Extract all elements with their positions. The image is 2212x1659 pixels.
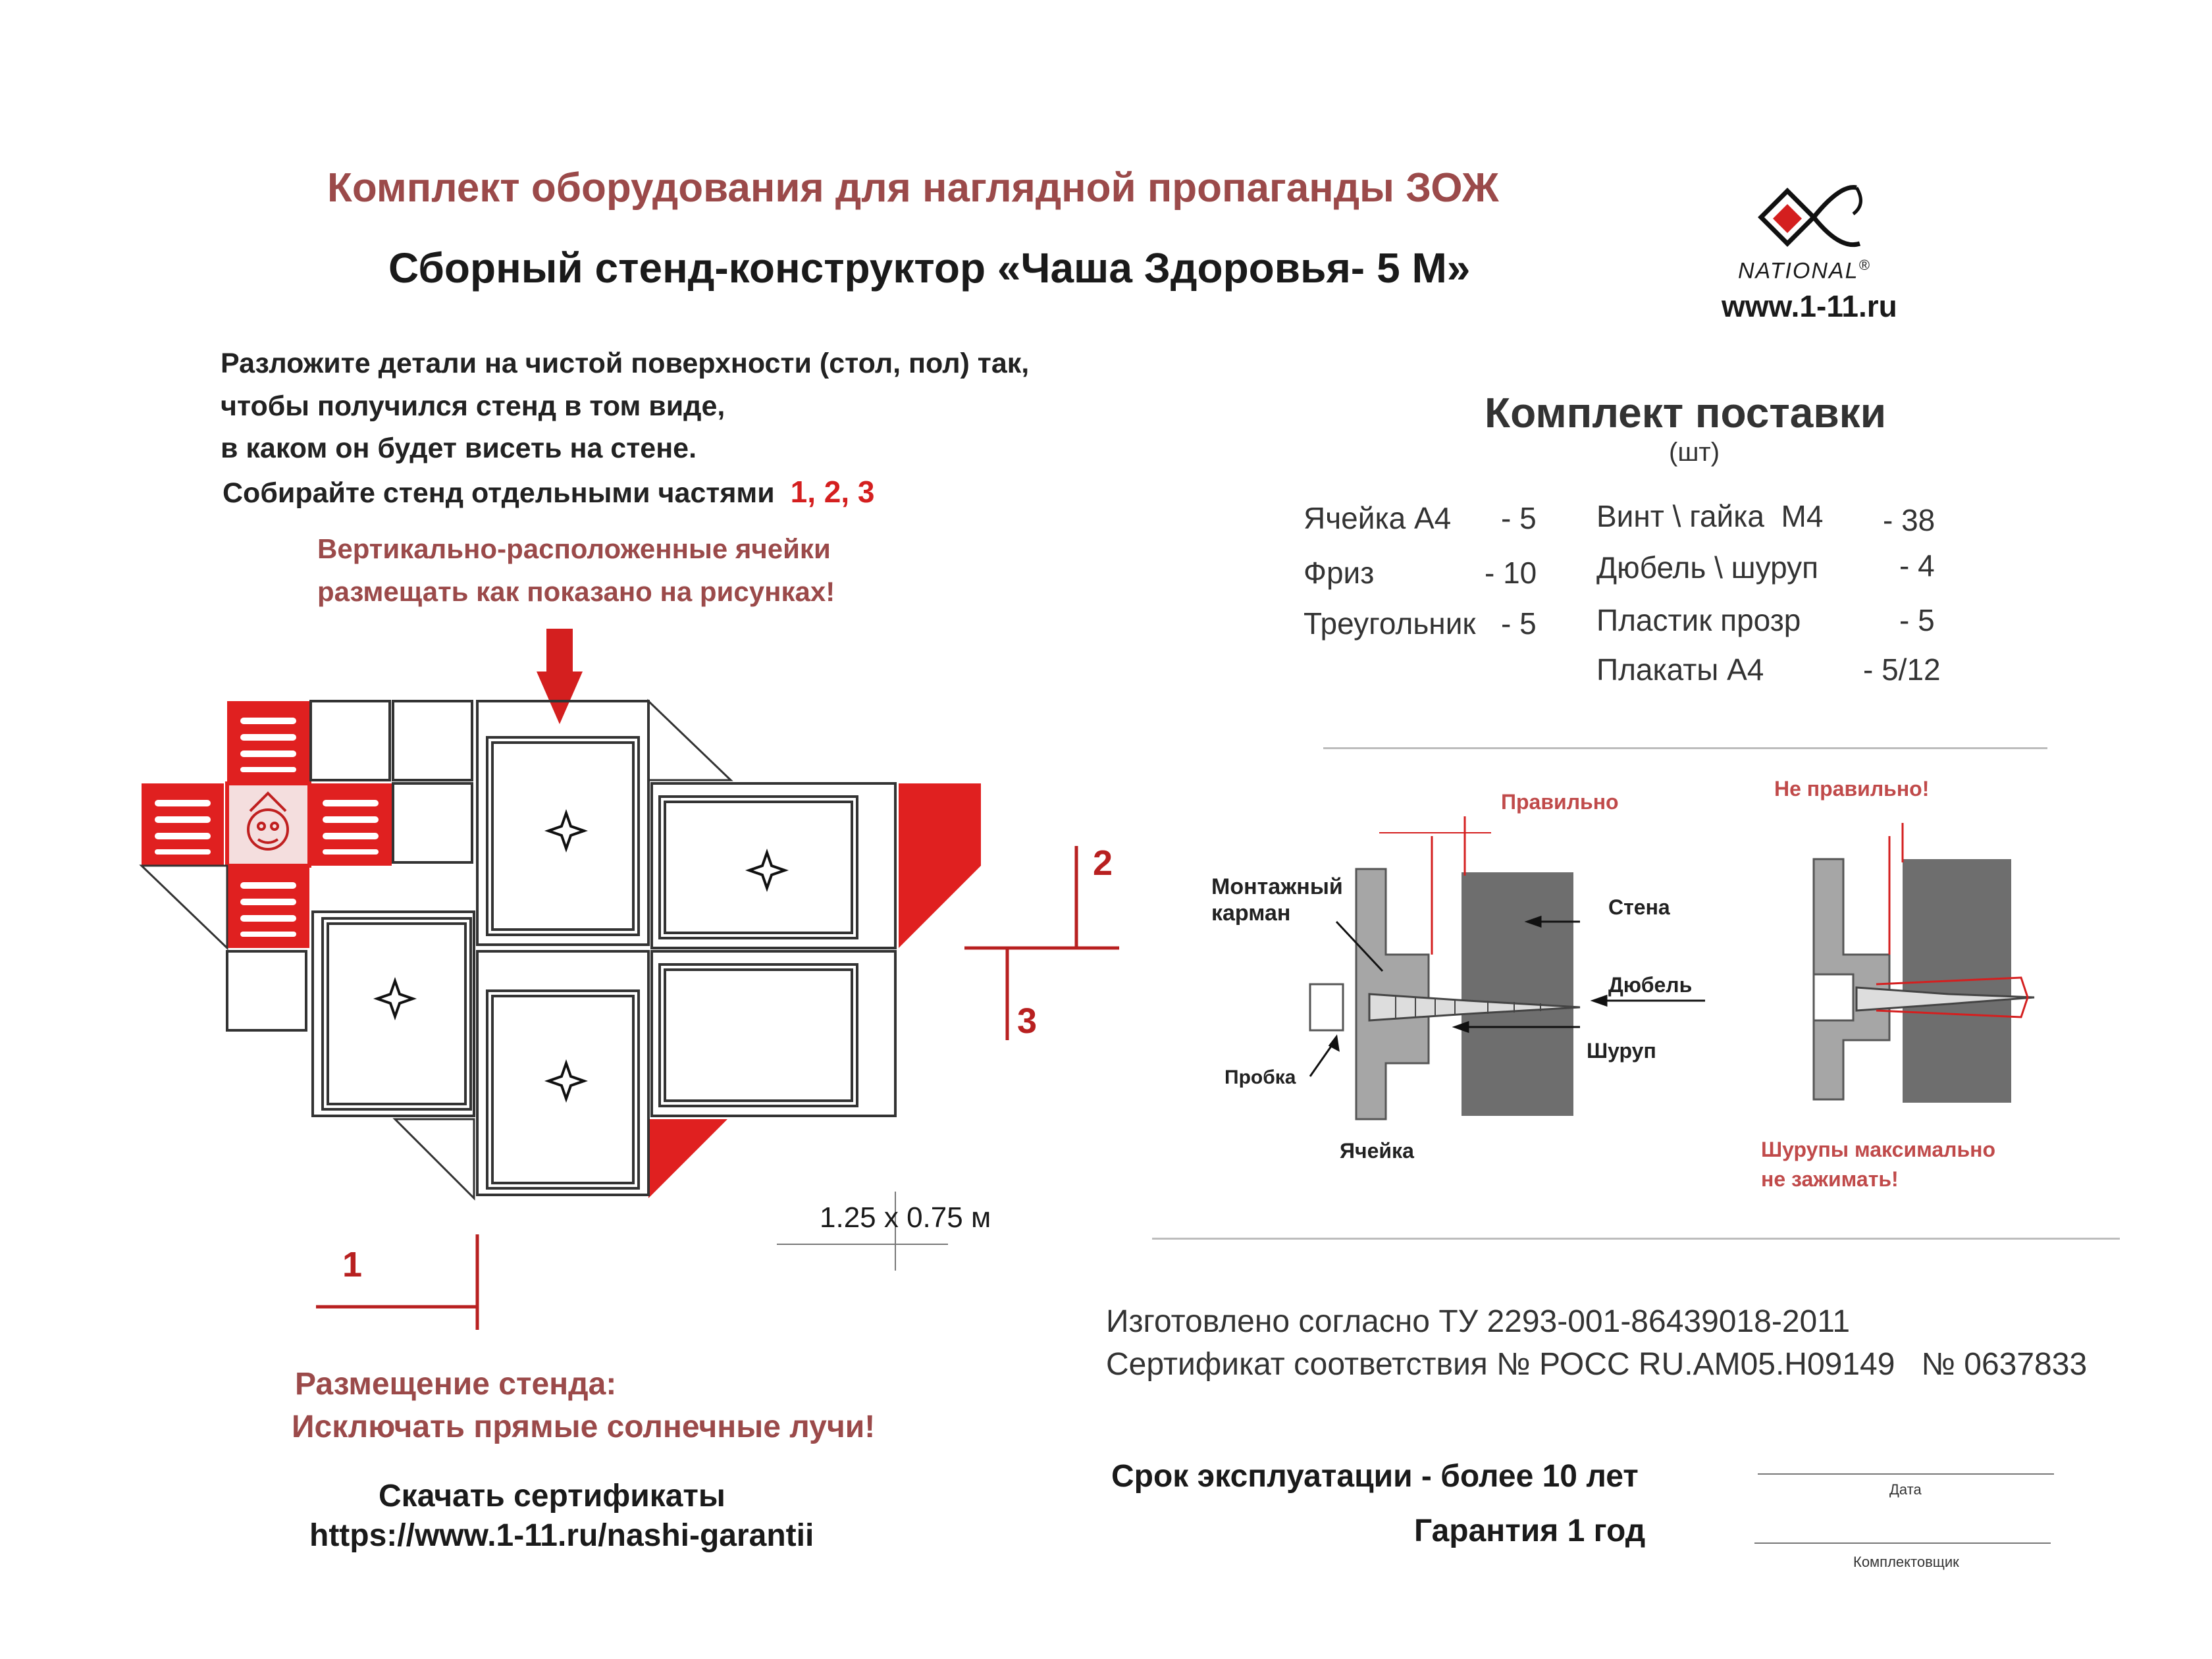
warranty: Гарантия 1 год bbox=[1414, 1514, 1646, 1548]
placement-warning: Исключать прямые солнечные лучи! bbox=[292, 1409, 876, 1444]
kit-item-screw-nut: Винт \ гайка М4 bbox=[1596, 499, 1824, 533]
mount-wall-label: Стена bbox=[1608, 895, 1670, 919]
date-label: Дата bbox=[1889, 1481, 1922, 1498]
instruction-parts-numbers: 1, 2, 3 bbox=[790, 475, 875, 509]
mount-screw-label: Шуруп bbox=[1587, 1039, 1656, 1063]
kit-qty-posters: - 5/12 bbox=[1863, 652, 1941, 687]
instruction-line-4 bbox=[223, 474, 875, 510]
divider bbox=[1323, 747, 2047, 749]
warning-line-1: Вертикально-расположенные ячейки bbox=[317, 533, 831, 564]
part-1-label: 1 bbox=[342, 1245, 363, 1284]
correct-mount bbox=[1310, 816, 1580, 1119]
warning-line-2: размещать как показано на рисунках! bbox=[317, 576, 835, 607]
subtitle-model: 5 М bbox=[1377, 244, 1447, 292]
kit-qty-screw-nut: - 38 bbox=[1883, 503, 1936, 537]
packer-label: Комплектовщик bbox=[1853, 1554, 1959, 1570]
red-triangles bbox=[648, 783, 981, 1198]
site-url[interactable]: www.1-11.ru bbox=[1722, 289, 1897, 323]
download-heading: Скачать сертификаты bbox=[379, 1479, 725, 1514]
logo-text bbox=[1738, 257, 1871, 284]
service-life: Срок эксплуатации - более 10 лет bbox=[1111, 1459, 1639, 1494]
certificates-link[interactable]: https://www.1-11.ru/nashi-garantii bbox=[309, 1518, 814, 1553]
mount-cell-label: Ячейка bbox=[1340, 1139, 1414, 1163]
kit-qty-plastic: - 5 bbox=[1899, 603, 1935, 637]
page-title: Комплект оборудования для наглядной пропаганды ЗОЖ bbox=[327, 165, 1499, 211]
mount-pocket-line2: карман bbox=[1211, 901, 1291, 926]
stand-size: 1.25 x 0.75 м bbox=[820, 1201, 991, 1234]
instruction-line-1: Разложите детали на чистой поверхности (стол, пол) так, bbox=[221, 348, 1030, 379]
mount-correct-label: Правильно bbox=[1501, 790, 1619, 814]
kit-unit: (шт) bbox=[1669, 438, 1720, 467]
placement-heading: Размещение стенда: bbox=[295, 1367, 617, 1402]
date-line[interactable] bbox=[1758, 1473, 2054, 1475]
instruction-line-2: чтобы получился стенд в том виде, bbox=[221, 390, 725, 422]
mount-dowel-label: Дюбель bbox=[1608, 973, 1693, 997]
divider bbox=[1152, 1238, 2120, 1240]
mount-note-line1: Шурупы максимально bbox=[1761, 1138, 1996, 1161]
kit-qty-dowel: - 4 bbox=[1899, 548, 1935, 583]
certificate-number: Сертификат соответствия № РОСС RU.АМ05.Н09149 bbox=[1106, 1347, 1895, 1382]
part-2-label: 2 bbox=[1093, 843, 1113, 883]
logo-name: NATIONAL bbox=[1738, 258, 1859, 284]
instruction-line-3: в каком он будет висеть на стене. bbox=[221, 433, 697, 464]
packer-line[interactable] bbox=[1754, 1542, 2051, 1544]
kit-item-cell: Ячейка А4 bbox=[1304, 501, 1452, 535]
certificate-serial: № 0637833 bbox=[1921, 1347, 2088, 1382]
mount-pocket-line1: Монтажный bbox=[1211, 874, 1343, 899]
kit-title: Комплект поставки bbox=[1485, 389, 1887, 436]
kit-qty-frieze: - 10 bbox=[1485, 556, 1537, 590]
instruction-parts-text: Собирайте стенд отдельными частями bbox=[223, 477, 775, 509]
incorrect-mount bbox=[1814, 823, 2034, 1103]
kit-qty-triangle: - 5 bbox=[1501, 606, 1537, 641]
manufacture-standard: Изготовлено согласно ТУ 2293-001-86439018-2011 bbox=[1106, 1304, 1851, 1339]
assembly-diagram bbox=[132, 619, 1159, 1343]
mount-plug-label: Пробка bbox=[1224, 1066, 1296, 1088]
kit-item-plastic: Пластик прозр bbox=[1596, 603, 1801, 637]
kit-item-triangle: Треугольник bbox=[1304, 606, 1476, 641]
subtitle-main: Сборный стенд-конструктор «Чаша Здоровья bbox=[388, 244, 1351, 292]
mount-note-line2: не зажимать! bbox=[1761, 1167, 1899, 1191]
kit-qty-cell: - 5 bbox=[1501, 501, 1537, 535]
subtitle-dash: - bbox=[1350, 244, 1365, 292]
part-3-label: 3 bbox=[1017, 1001, 1038, 1041]
mount-incorrect-label: Не правильно! bbox=[1774, 777, 1930, 801]
kit-item-posters: Плакаты А4 bbox=[1596, 652, 1764, 687]
kit-item-dowel: Дюбель \ шуруп bbox=[1596, 550, 1819, 585]
logo-reg: ® bbox=[1858, 257, 1871, 273]
page-subtitle bbox=[388, 244, 1470, 292]
down-arrow-icon bbox=[537, 629, 583, 724]
subtitle-end: » bbox=[1446, 244, 1471, 292]
certificate-line bbox=[1106, 1346, 2087, 1382]
kit-item-frieze: Фриз bbox=[1304, 556, 1375, 590]
